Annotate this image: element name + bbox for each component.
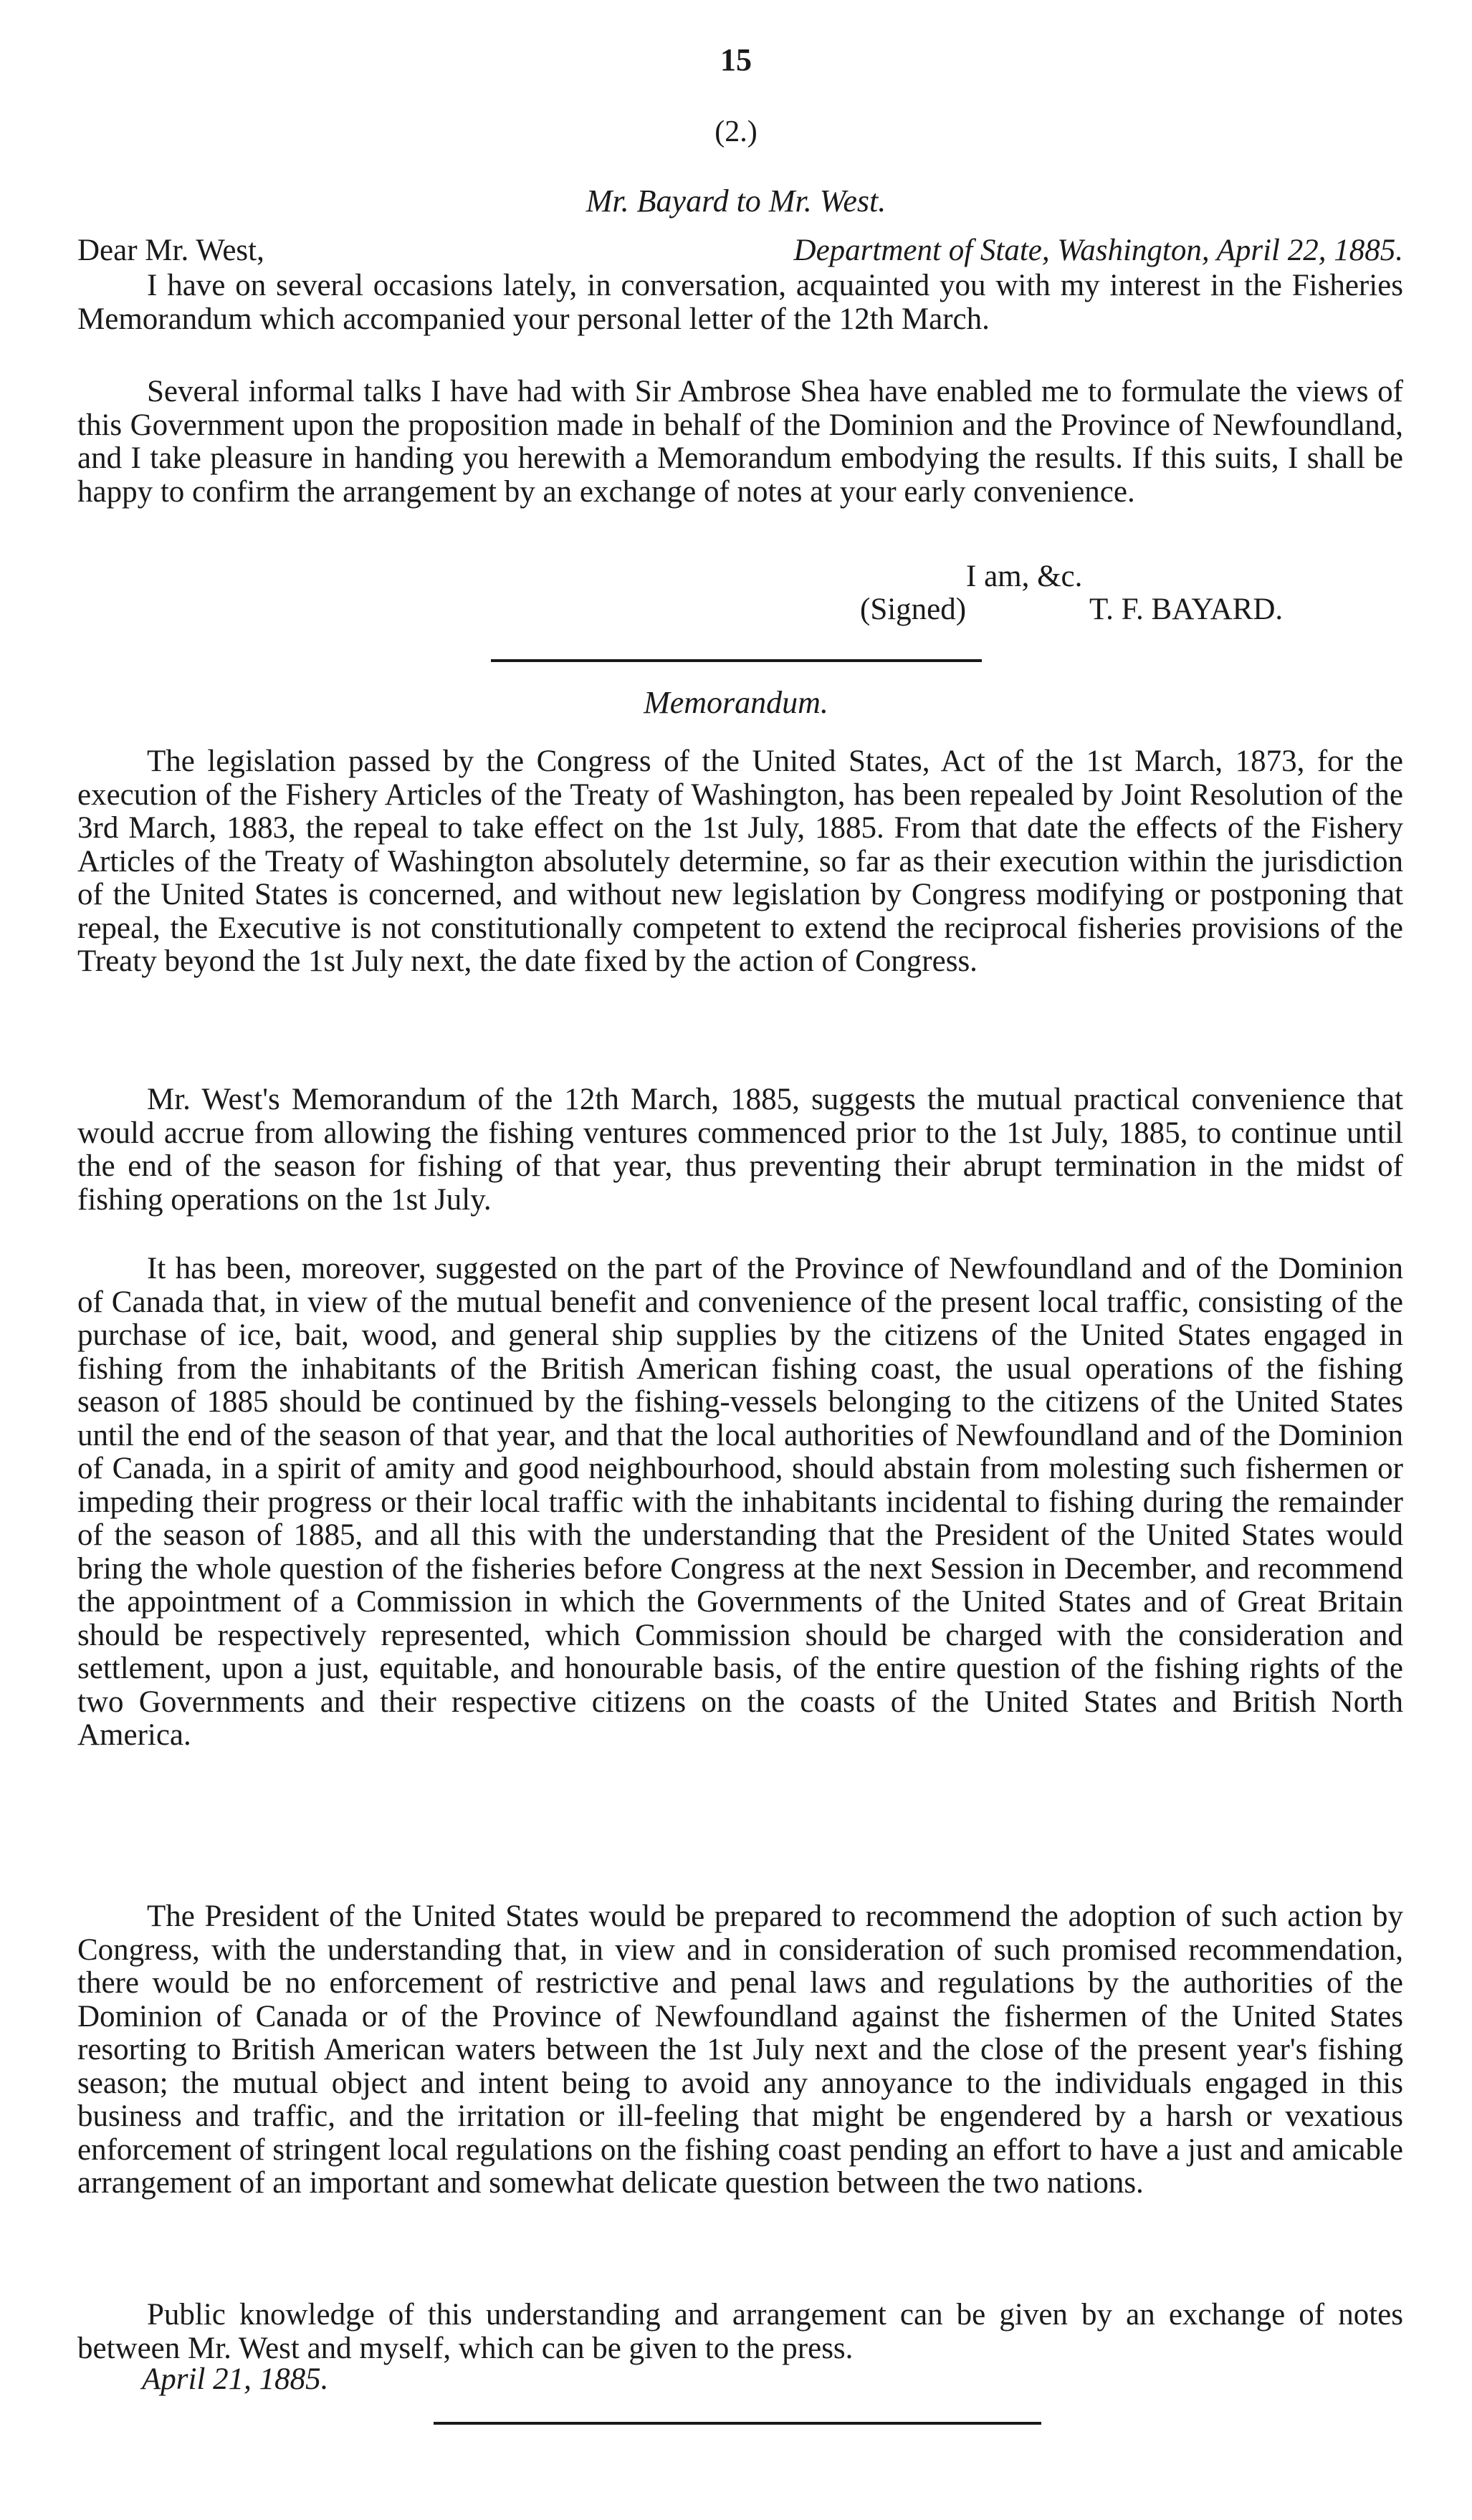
letter-heading: Mr. Bayard to Mr. West.	[586, 183, 886, 219]
memo-paragraph-2: Mr. West's Memorandum of the 12th March, 1885, suggests the mutual practical convenience that would accrue from allowing the fishing ventures commenced prior to the 1st July, 1885, to continue until the end of the season for fishing of that year, thus preventing their abrupt termination in the midst of fishing operations on the 1st July.	[77, 1083, 1403, 1217]
salutation-row	[77, 233, 1403, 269]
memo-paragraph-4: The President of the United States would be prepared to recommend the adoption of such action by Congress, with the understanding that, in view and in consideration of such promised recommendation, there would be no enforcement of restrictive and penal laws and regulations by the authorities of the Dominion of Canada or of the Province of Newfoundland against the fishermen of the United States resorting to British American waters between the 1st July next and the close of the present year's fishing season; the mutual object and intent being to avoid any annoyance to the individuals engaged in this business and traffic, and the irritation or ill-feeling that might be engendered by a harsh or vexatious enforcement of stringent local regulations on the fishing coast pending an effort to have a just and amicable arrangement of an important and somewhat delicate question between the two nations.	[77, 1899, 1403, 2200]
document-number: (2.)	[715, 115, 757, 148]
page-number: 15	[720, 42, 752, 77]
memo-paragraph-5: Public knowledge of this understanding and arrangement can be given by an exchange of notes between Mr. West and myself, which can be given to the press.	[77, 2298, 1403, 2365]
dateline: Department of State, Washington, April 22, 1885.	[793, 234, 1403, 267]
memo-paragraph-3: It has been, moreover, suggested on the part of the Province of Newfoundland and of the Dominion of Canada that, in view of the mutual benefit and convenience of the present local traffic, consisting of the purchase of ice, bait, wood, and general ship supplies by the citizens of the United States engaged in fishing from the inhabitants of the British American fishing coast, the usual operations of the fishing season of 1885 should be continued by the fishing-vessels belonging to the citizens of the United States until the end of the season of that year, and that the local authorities of Newfoundland and of the Dominion of Canada, in a spirit of amity and good neighbourhood, should abstain from molesting such fishermen or impeding their progress or their local traffic with the inhabitants incidental to fishing during the remainder of the season of 1885, and all this with the understanding that the President of the United States would bring the whole question of the fisheries before Congress at the next Session in December, and recommend the appointment of a Commission in which the Governments of the United States and of Great Britain should be respectively represented, which Commission should be charged with the consideration and settlement, upon a just, equitable, and honourable basis, of the entire question of the fishing rights of the two Governments and their respective citizens on the coasts of the United States and British North America.	[77, 1252, 1403, 1752]
memorandum-date: April 21, 1885.	[142, 2362, 329, 2396]
signed-label: (Signed)	[860, 593, 967, 626]
letter-paragraph-1: I have on several occasions lately, in conversation, acquainted you with my interest in the Fisheries Memorandum which accompanied your personal letter of the 12th March.	[77, 269, 1403, 336]
memo-paragraph-1: The legislation passed by the Congress of the United States, Act of the 1st March, 1873, for the execution of the Fishery Articles of the Treaty of Washington, has been repealed by Joint Resolution of the 3rd March, 1883, the repeal to take effect on the 1st July, 1885. From that date the effects of the Fishery Articles of the Treaty of Washington absolutely determine, so far as their execution within the jurisdiction of the United States is concerned, and without new legislation by Congress modifying or postponing that repeal, the Executive is not constitutionally competent to extend the reciprocal fisheries provisions of the Treaty beyond the 1st July next, the date fixed by the action of Congress.	[77, 744, 1403, 978]
end-rule	[434, 2422, 1041, 2425]
section-divider	[491, 659, 982, 662]
memorandum-title: Memorandum.	[644, 685, 828, 720]
letter-paragraph-2: Several informal talks I have had with Sir Ambrose Shea have enabled me to formulate the views of this Government upon the proposition made in behalf of the Dominion and the Province of Newfoundland, and I take pleasure in handing you herewith a Memorandum embodying the results. If this suits, I shall be happy to confirm the arrangement by an exchange of notes at your early convenience.	[77, 375, 1403, 509]
signer-name: T. F. BAYARD.	[1089, 593, 1284, 626]
salutation: Dear Mr. West,	[77, 234, 264, 267]
closing: I am, &c.	[966, 560, 1083, 593]
